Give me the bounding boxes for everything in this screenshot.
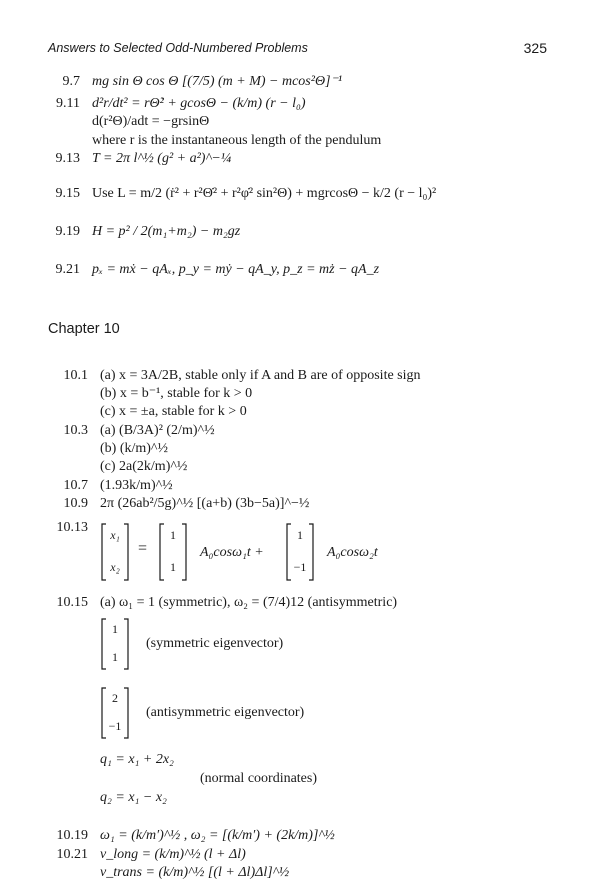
problem-number: 9.11 [56, 96, 80, 111]
problem-number: 10.9 [63, 496, 88, 511]
problem-number: 10.15 [56, 595, 88, 610]
answer-text: 2π (26ab²/5g)^½ [(a+b) (3b−5a)]^−½ [100, 496, 310, 511]
matrix-cell: 1 [297, 528, 303, 542]
eigenvector-antisymmetric [100, 686, 130, 740]
problem-number: 9.15 [55, 186, 80, 201]
normal-coordinates-label: (normal coordinates) [200, 771, 318, 786]
running-header [48, 41, 547, 61]
chapter-heading: Chapter 10 [48, 321, 120, 337]
answer-text: where r is the instantaneous length of the pendulum [92, 133, 382, 148]
answer-text: (a) (B/3A)² (2/m)^½ [100, 423, 215, 438]
problem-number: 10.1 [63, 368, 88, 383]
problem-number: 9.19 [55, 224, 80, 239]
answer-text: v_long = (k/m)^½ (l + Δl) [100, 847, 246, 862]
vector-cell: 1 [112, 650, 118, 664]
symmetric-label: (symmetric eigenvector) [146, 636, 284, 651]
answer-text: (b) x = b⁻¹, stable for k > 0 [100, 386, 253, 401]
vector-cell: −1 [108, 719, 122, 733]
eigenvector-symmetric [100, 617, 130, 671]
vector-cell: 1 [112, 622, 118, 636]
answer-text: pₓ = mẋ − qAₓ, p_y = mẏ − qA_y, p_z = mż − qA_z [92, 262, 380, 277]
answer-text: d(r²Θ)/adt = −grsinΘ [92, 114, 210, 129]
normal-coordinate-q2: q₂ = x₁ − x₂ [100, 790, 167, 805]
matrix-x [100, 522, 130, 582]
problem-number: 10.13 [56, 520, 88, 535]
problem-number: 10.21 [56, 847, 88, 862]
answer-text: Use L = m/2 (ṙ² + r²Θ̇² + r²φ̇² sin²Θ) + mgrcosΘ − k/2 (r − l₀)² [92, 186, 437, 201]
answer-text: T = 2π l^½ (g² + a²)^−¼ [92, 151, 232, 166]
problem-number: 10.7 [63, 478, 88, 493]
answer-text: d²r/dt² = rΘ̇² + gcosΘ − (k/m) (r − l₀) [92, 96, 306, 111]
mode1-term: A₀cosω₁t + [200, 545, 264, 560]
matrix-mode2 [285, 522, 315, 582]
answer-text: (b) (k/m)^½ [100, 441, 168, 456]
matrix-mode1 [158, 522, 188, 582]
problem-number: 9.21 [55, 262, 80, 277]
mode2-term: A₀cosω₂t [327, 545, 378, 560]
matrix-cell: 1 [170, 528, 176, 542]
answer-text: (c) x = ±a, stable for k > 0 [100, 404, 247, 419]
normal-coordinate-q1: q₁ = x₁ + 2x₂ [100, 752, 174, 767]
matrix-cell: x₂ [110, 560, 120, 574]
matrix-cell: 1 [170, 560, 176, 574]
matrix-cell: x₁ [110, 528, 120, 542]
answer-text: mg sin Θ cos Θ [(7/5) (m + M) − mcos²Θ]⁻¹ [92, 74, 343, 89]
header-title: Answers to Selected Odd-Numbered Problems [48, 41, 308, 55]
answer-text: v_trans = (k/m)^½ [(l + Δl)Δl]^½ [100, 865, 290, 880]
answer-text: ω₁ = (k/m′)^½ , ω₂ = [(k/m′) + (2k/m)]^½ [100, 828, 335, 843]
problem-number: 9.7 [62, 74, 80, 89]
answer-text: (1.93k/m)^½ [100, 478, 173, 493]
problem-number: 10.19 [56, 828, 88, 843]
problem-number: 10.3 [63, 423, 88, 438]
equals-sign: = [138, 540, 148, 557]
problem-number: 9.13 [55, 151, 80, 166]
matrix-cell: −1 [293, 560, 307, 574]
answer-text: (a) ω₁ = 1 (symmetric), ω₂ = (7/4)12 (antisymmetric) [100, 595, 398, 610]
vector-cell: 2 [112, 691, 118, 705]
answer-text: (c) 2a(2k/m)^½ [100, 459, 188, 474]
answer-text: (a) x = 3A/2B, stable only if A and B are of opposite sign [100, 368, 421, 383]
page-number: 325 [523, 40, 547, 56]
answer-text: H = p² / 2(m₁+m₂) − m₂gz [92, 224, 241, 239]
antisymmetric-label: (antisymmetric eigenvector) [146, 705, 305, 720]
